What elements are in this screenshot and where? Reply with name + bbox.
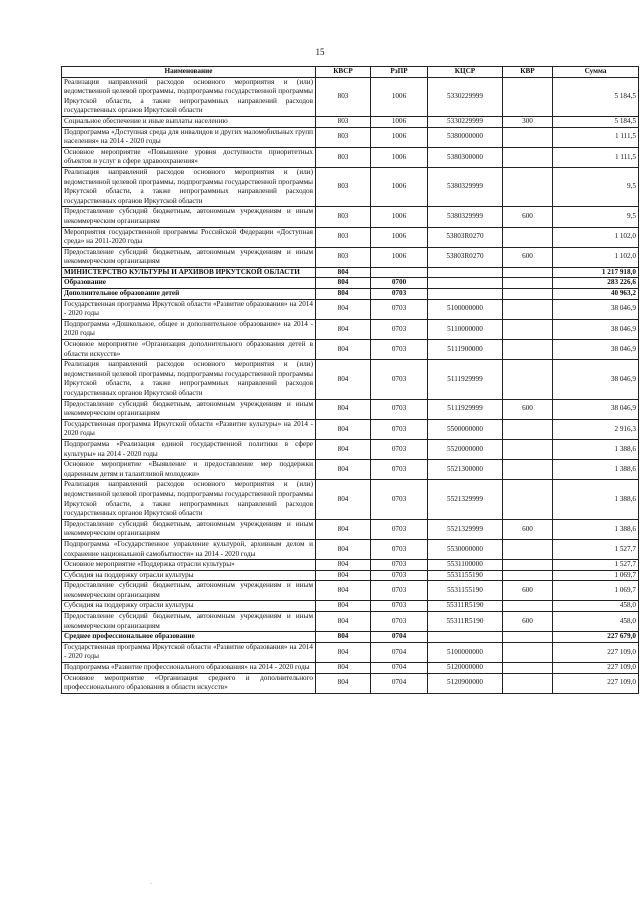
cell-rzpr: 0703 — [371, 360, 428, 399]
cell-sum: 38 046,9 — [553, 299, 639, 319]
cell-kcsr: 5120000000 — [428, 663, 503, 674]
cell-name: Государственная программа Иркутской области «Развитие образования» на 2014 - 2020 годы — [62, 299, 316, 319]
cell-sum: 1 111,5 — [553, 147, 639, 167]
cell-kvr — [503, 570, 553, 581]
table-row — [62, 147, 639, 167]
cell-sum: 227 109,0 — [553, 673, 639, 693]
cell-sum: 227 109,0 — [553, 663, 639, 674]
cell-sum: 283 226,6 — [553, 278, 639, 289]
cell-kvsr: 804 — [316, 278, 371, 289]
cell-kvsr: 804 — [316, 570, 371, 581]
table-row — [62, 247, 639, 267]
cell-kvr — [503, 439, 553, 459]
cell-name: Основное мероприятие «Организация дополнительного образования детей в области искусств» — [62, 340, 316, 360]
cell-rzpr: 0703 — [371, 299, 428, 319]
cell-kcsr: 5111929999 — [428, 399, 503, 419]
cell-kvsr: 804 — [316, 581, 371, 601]
cell-kvr — [503, 480, 553, 519]
table-header-row — [62, 67, 639, 78]
cell-sum: 1 527,7 — [553, 539, 639, 559]
cell-rzpr — [371, 267, 428, 278]
cell-kvsr: 803 — [316, 227, 371, 247]
cell-kvsr: 804 — [316, 460, 371, 480]
cell-name: Дополнительное образование детей — [62, 289, 316, 300]
table-row — [62, 319, 639, 339]
cell-name: Социальное обеспечение и иные выплаты населению — [62, 116, 316, 127]
cell-kvsr: 804 — [316, 419, 371, 439]
header-kvsr: КВСР — [316, 67, 371, 78]
cell-kvr — [503, 673, 553, 693]
cell-kcsr: 5531155190 — [428, 570, 503, 581]
cell-kvr — [503, 642, 553, 662]
table-row — [62, 360, 639, 399]
cell-rzpr: 0703 — [371, 539, 428, 559]
cell-rzpr: 0700 — [371, 278, 428, 289]
cell-kvr — [503, 460, 553, 480]
cell-kcsr: 5111929999 — [428, 360, 503, 399]
cell-sum: 5 184,5 — [553, 116, 639, 127]
cell-kvr — [503, 127, 553, 147]
table-row — [62, 207, 639, 227]
cell-sum: 1 217 918,0 — [553, 267, 639, 278]
table-row — [62, 460, 639, 480]
table-row — [62, 519, 639, 539]
table-row — [62, 673, 639, 693]
cell-kvr — [503, 340, 553, 360]
table-row — [62, 227, 639, 247]
cell-kvsr: 804 — [316, 340, 371, 360]
cell-rzpr: 0703 — [371, 439, 428, 459]
cell-sum: 9,5 — [553, 167, 639, 206]
cell-kcsr: 5380329999 — [428, 207, 503, 227]
cell-kvr — [503, 227, 553, 247]
cell-kvr — [503, 632, 553, 643]
cell-name: Предоставление субсидий бюджетным, автономным учреждениям и иным некоммерческим организациям — [62, 519, 316, 539]
cell-kvsr: 804 — [316, 480, 371, 519]
cell-kcsr — [428, 632, 503, 643]
table-row — [62, 116, 639, 127]
cell-sum: 227 109,0 — [553, 642, 639, 662]
cell-kvr — [503, 539, 553, 559]
cell-sum: 458,0 — [553, 612, 639, 632]
cell-kvsr: 803 — [316, 116, 371, 127]
cell-kcsr — [428, 267, 503, 278]
cell-kvsr: 803 — [316, 77, 371, 116]
cell-name: Предоставление субсидий бюджетным, автономным учреждениям и иным некоммерческим организациям — [62, 247, 316, 267]
cell-kvr — [503, 663, 553, 674]
cell-name: Государственная программа Иркутской области «Развитие образования» на 2014 - 2020 годы — [62, 642, 316, 662]
cell-kvsr: 804 — [316, 601, 371, 612]
table-row — [62, 560, 639, 571]
table-row — [62, 399, 639, 419]
cell-rzpr: 1006 — [371, 77, 428, 116]
table-row — [62, 340, 639, 360]
table-row — [62, 439, 639, 459]
cell-kvsr: 804 — [316, 289, 371, 300]
cell-kcsr: 5500000000 — [428, 419, 503, 439]
cell-name: Среднее профессиональное образование — [62, 632, 316, 643]
cell-kvr — [503, 419, 553, 439]
cell-kvr — [503, 278, 553, 289]
cell-kvsr: 803 — [316, 127, 371, 147]
cell-name: Подпрограмма «Государственное управление культурой, архивным делом и сохранение национальной самобытности» на 2014 - 2020 годы — [62, 539, 316, 559]
cell-kvr — [503, 289, 553, 300]
cell-name: Основное мероприятие «Поддержка отрасли культуры» — [62, 560, 316, 571]
table-row — [62, 278, 639, 289]
cell-rzpr: 0703 — [371, 570, 428, 581]
header-kvr: КВР — [503, 67, 553, 78]
cell-kvsr: 804 — [316, 267, 371, 278]
cell-name: Субсидия на поддержку отрасли культуры — [62, 570, 316, 581]
cell-kvr — [503, 601, 553, 612]
cell-kvsr: 804 — [316, 642, 371, 662]
table-row — [62, 642, 639, 662]
cell-sum: 1 388,6 — [553, 460, 639, 480]
cell-rzpr: 0703 — [371, 519, 428, 539]
cell-kcsr: 53803R0270 — [428, 247, 503, 267]
cell-name: Предоставление субсидий бюджетным, автономным учреждениям и иным некоммерческим организациям — [62, 581, 316, 601]
header-sum: Сумма — [553, 67, 639, 78]
cell-rzpr: 0703 — [371, 460, 428, 480]
table-row — [62, 419, 639, 439]
cell-kvr: 600 — [503, 207, 553, 227]
cell-rzpr: 0704 — [371, 632, 428, 643]
table-row — [62, 612, 639, 632]
cell-kcsr: 5531155190 — [428, 581, 503, 601]
cell-name: Подпрограмма «Доступная среда для инвалидов и других маломобильных групп населения» на 2014 - 2020 годы — [62, 127, 316, 147]
cell-sum: 2 916,3 — [553, 419, 639, 439]
cell-kcsr: 55311R5190 — [428, 612, 503, 632]
cell-kcsr — [428, 278, 503, 289]
cell-rzpr: 0703 — [371, 419, 428, 439]
cell-name: Субсидия на поддержку отрасли культуры — [62, 601, 316, 612]
cell-kvsr: 804 — [316, 663, 371, 674]
cell-kvsr: 803 — [316, 207, 371, 227]
cell-kvr: 600 — [503, 581, 553, 601]
cell-kcsr: 5110000000 — [428, 319, 503, 339]
cell-kvr: 600 — [503, 247, 553, 267]
cell-sum: 1 069,7 — [553, 581, 639, 601]
table-row — [62, 77, 639, 116]
cell-name: Подпрограмма «Дошкольное, общее и дополнительное образование» на 2014 - 2020 годы — [62, 319, 316, 339]
cell-sum: 1 388,6 — [553, 480, 639, 519]
cell-kcsr: 5521329999 — [428, 480, 503, 519]
cell-name: Основное мероприятие «Организация среднего и дополнительного профессионального образования в области искусств» — [62, 673, 316, 693]
cell-kvsr: 804 — [316, 360, 371, 399]
table-row — [62, 127, 639, 147]
cell-name: Реализация направлений расходов основного мероприятия и (или) ведомственной целевой программы, подпрограммы государственной программы Иркутской области, а также непрограммных направлений расходов государственных органов Иркутской области — [62, 480, 316, 519]
cell-rzpr: 1006 — [371, 116, 428, 127]
header-kcsr: КЦСР — [428, 67, 503, 78]
budget-table — [61, 66, 639, 694]
cell-kcsr: 5111900000 — [428, 340, 503, 360]
table-row — [62, 663, 639, 674]
cell-kvsr: 804 — [316, 539, 371, 559]
cell-name: Подпрограмма «Реализация единой государственной политики в сфере культуры» на 2014 - 2020 годы — [62, 439, 316, 459]
cell-kvr: 600 — [503, 612, 553, 632]
cell-rzpr: 0704 — [371, 642, 428, 662]
cell-kcsr: 55311R5190 — [428, 601, 503, 612]
cell-sum: 40 963,2 — [553, 289, 639, 300]
cell-sum: 38 046,9 — [553, 319, 639, 339]
table-row — [62, 581, 639, 601]
cell-sum: 38 046,9 — [553, 399, 639, 419]
cell-kcsr: 5380329999 — [428, 167, 503, 206]
header-name: Наименование — [62, 67, 316, 78]
cell-kvsr: 803 — [316, 247, 371, 267]
header-rzpr: РзПР — [371, 67, 428, 78]
cell-name: Основное мероприятие «Выявление и предоставление мер поддержки одаренным детям и талантливой молодежи» — [62, 460, 316, 480]
cell-rzpr: 1006 — [371, 247, 428, 267]
cell-kcsr: 5330229999 — [428, 116, 503, 127]
cell-name: Подпрограмма «Развитие профессионального образования» на 2014 - 2020 годы — [62, 663, 316, 674]
cell-name: Предоставление субсидий бюджетным, автономным учреждениям и иным некоммерческим организациям — [62, 207, 316, 227]
table-row — [62, 570, 639, 581]
table-body — [62, 77, 639, 693]
scan-artifact: · — [150, 880, 153, 888]
page-number: 15 — [315, 47, 325, 57]
cell-sum: 38 046,9 — [553, 340, 639, 360]
cell-kcsr: 5380300000 — [428, 147, 503, 167]
cell-sum: 1 111,5 — [553, 127, 639, 147]
cell-kcsr: 5330229999 — [428, 77, 503, 116]
cell-kcsr: 5120900000 — [428, 673, 503, 693]
table-row — [62, 480, 639, 519]
cell-name: Мероприятия государственной программы Российской Федерации «Доступная среда» на 2011-2020 годы — [62, 227, 316, 247]
cell-rzpr: 0703 — [371, 560, 428, 571]
table-row — [62, 601, 639, 612]
cell-kcsr: 5380000000 — [428, 127, 503, 147]
cell-rzpr: 1006 — [371, 127, 428, 147]
cell-kcsr: 5531100000 — [428, 560, 503, 571]
cell-kvr — [503, 167, 553, 206]
cell-kvr — [503, 147, 553, 167]
cell-kvr: 600 — [503, 519, 553, 539]
cell-rzpr: 0703 — [371, 319, 428, 339]
cell-rzpr: 0703 — [371, 399, 428, 419]
cell-rzpr: 0703 — [371, 340, 428, 360]
cell-rzpr: 0703 — [371, 612, 428, 632]
cell-kvsr: 803 — [316, 147, 371, 167]
cell-kvsr: 804 — [316, 632, 371, 643]
cell-kvr — [503, 360, 553, 399]
cell-sum: 227 679,0 — [553, 632, 639, 643]
cell-kcsr — [428, 289, 503, 300]
cell-rzpr: 0703 — [371, 601, 428, 612]
cell-sum: 1 102,0 — [553, 247, 639, 267]
cell-sum: 9,5 — [553, 207, 639, 227]
cell-kcsr: 5521300000 — [428, 460, 503, 480]
cell-kcsr: 5100000000 — [428, 642, 503, 662]
cell-rzpr: 0704 — [371, 663, 428, 674]
cell-kvr — [503, 267, 553, 278]
table-row — [62, 289, 639, 300]
cell-rzpr: 1006 — [371, 167, 428, 206]
cell-rzpr: 1006 — [371, 207, 428, 227]
cell-name: Реализация направлений расходов основного мероприятия и (или) ведомственной целевой программы, подпрограммы государственной программы Иркутской области, а также непрограммных направлений расходов государственных органов Иркутской области — [62, 360, 316, 399]
cell-rzpr: 0703 — [371, 480, 428, 519]
cell-name: Реализация направлений расходов основного мероприятия и (или) ведомственной целевой программы, подпрограммы государственной программы Иркутской области, а также непрограммных направлений расходов государственных органов Иркутской области — [62, 77, 316, 116]
cell-kvsr: 804 — [316, 519, 371, 539]
cell-name: Предоставление субсидий бюджетным, автономным учреждениям и иным некоммерческим организациям — [62, 612, 316, 632]
cell-sum: 1 102,0 — [553, 227, 639, 247]
cell-kvsr: 804 — [316, 319, 371, 339]
cell-kvsr: 804 — [316, 299, 371, 319]
cell-name: Реализация направлений расходов основного мероприятия и (или) ведомственной целевой программы, подпрограммы государственной программы Иркутской области, а также непрограммных направлений расходов государственных органов Иркутской области — [62, 167, 316, 206]
cell-kvsr: 804 — [316, 673, 371, 693]
cell-kcsr: 53803R0270 — [428, 227, 503, 247]
cell-sum: 1 527,7 — [553, 560, 639, 571]
cell-kvsr: 804 — [316, 399, 371, 419]
cell-sum: 1 069,7 — [553, 570, 639, 581]
cell-kcsr: 5521329999 — [428, 519, 503, 539]
table-row — [62, 539, 639, 559]
cell-kcsr: 5530000000 — [428, 539, 503, 559]
cell-rzpr: 1006 — [371, 227, 428, 247]
cell-kcsr: 5100000000 — [428, 299, 503, 319]
cell-kvr — [503, 560, 553, 571]
cell-kvsr: 804 — [316, 560, 371, 571]
table-row — [62, 267, 639, 278]
cell-sum: 38 046,9 — [553, 360, 639, 399]
cell-kvr — [503, 77, 553, 116]
cell-rzpr: 1006 — [371, 147, 428, 167]
cell-kvsr: 803 — [316, 167, 371, 206]
cell-rzpr: 0703 — [371, 289, 428, 300]
table-row — [62, 632, 639, 643]
cell-rzpr: 0704 — [371, 673, 428, 693]
cell-name: МИНИСТЕРСТВО КУЛЬТУРЫ И АРХИВОВ ИРКУТСКОЙ ОБЛАСТИ — [62, 267, 316, 278]
cell-kvr: 600 — [503, 399, 553, 419]
cell-name: Образование — [62, 278, 316, 289]
cell-kvr: 300 — [503, 116, 553, 127]
cell-kvsr: 804 — [316, 612, 371, 632]
cell-kcsr: 5520000000 — [428, 439, 503, 459]
cell-sum: 1 388,6 — [553, 439, 639, 459]
cell-kvr — [503, 299, 553, 319]
cell-kvr — [503, 319, 553, 339]
cell-rzpr: 0703 — [371, 581, 428, 601]
table-row — [62, 299, 639, 319]
cell-name: Предоставление субсидий бюджетным, автономным учреждениям и иным некоммерческим организациям — [62, 399, 316, 419]
cell-sum: 5 184,5 — [553, 77, 639, 116]
cell-name: Государственная программа Иркутской области «Развитие культуры» на 2014 - 2020 годы — [62, 419, 316, 439]
cell-sum: 1 388,6 — [553, 519, 639, 539]
table-row — [62, 167, 639, 206]
cell-name: Основное мероприятие «Повышение уровня доступности приоритетных объектов и услуг в сфере здравоохранения» — [62, 147, 316, 167]
cell-sum: 458,0 — [553, 601, 639, 612]
cell-kvsr: 804 — [316, 439, 371, 459]
